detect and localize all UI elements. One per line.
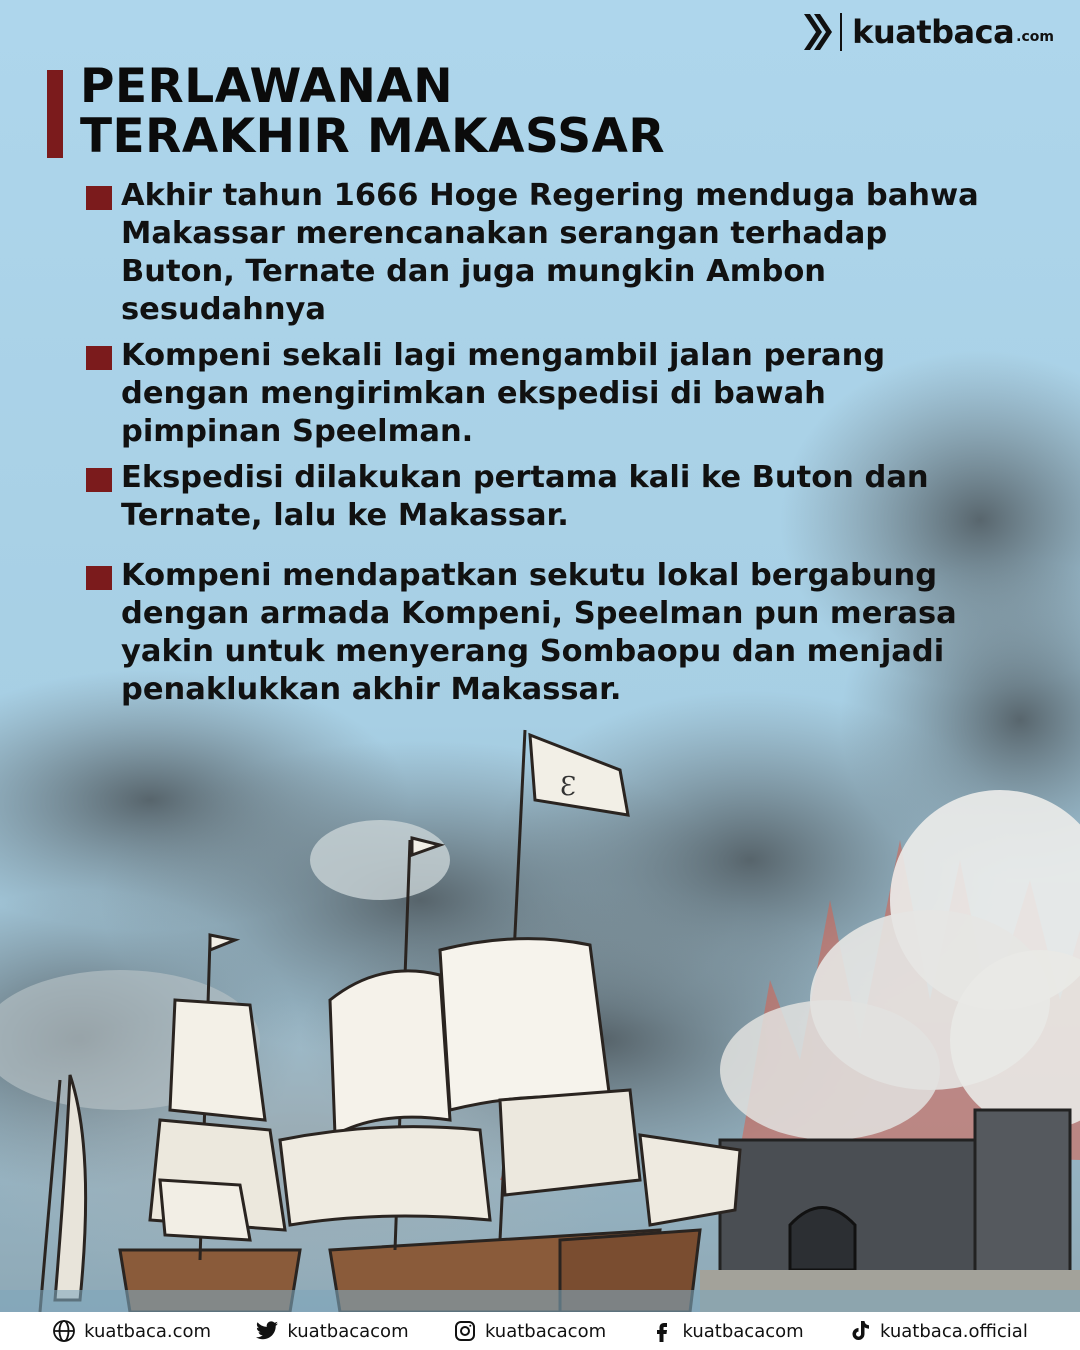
bullet-text: Ekspedisi dilakukan pertama kali ke Buton dan Ternate, lalu ke Makassar. bbox=[121, 460, 929, 533]
tiktok-icon bbox=[848, 1319, 872, 1343]
facebook-icon bbox=[650, 1319, 674, 1343]
footer-website-link[interactable] bbox=[52, 1319, 211, 1343]
list-item bbox=[86, 557, 986, 709]
logo-divider bbox=[840, 13, 842, 51]
brand-logo[interactable] bbox=[802, 10, 1054, 54]
svg-text:Ɛ: Ɛ bbox=[560, 772, 577, 802]
footer-label: kuatbacacom bbox=[682, 1320, 804, 1342]
bullet-square-icon bbox=[86, 186, 112, 210]
footer-instagram-link[interactable] bbox=[453, 1319, 606, 1343]
title-line-2: TERAKHIR MAKASSAR bbox=[80, 109, 666, 164]
title-line-1: PERLAWANAN bbox=[80, 59, 454, 114]
footer-label: kuatbacacom bbox=[287, 1320, 409, 1342]
footer-label: kuatbaca.official bbox=[880, 1320, 1028, 1342]
bullet-square-icon bbox=[86, 346, 112, 370]
bullet-list bbox=[86, 177, 986, 717]
bullet-text: Akhir tahun 1666 Hoge Regering menduga bahwa Makassar merencanakan serangan terhadap Buton, Ternate dan juga mungkin Ambon sesudahnya bbox=[121, 178, 979, 327]
globe-icon bbox=[52, 1319, 76, 1343]
bullet-text: Kompeni mendapatkan sekutu lokal bergabung dengan armada Kompeni, Speelman pun merasa yakin untuk menyerang Sombaopu dan menjadi penaklukkan akhir Makassar. bbox=[121, 558, 957, 707]
page-title bbox=[80, 59, 666, 164]
footer-tiktok-link[interactable] bbox=[848, 1319, 1028, 1343]
list-item bbox=[86, 177, 986, 329]
brand-tld: .com bbox=[1016, 29, 1054, 45]
bullet-text: Kompeni sekali lagi mengambil jalan perang dengan mengirimkan ekspedisi di bawah pimpinan Speelman. bbox=[121, 338, 886, 449]
title-accent-bar bbox=[47, 70, 63, 158]
fortress bbox=[700, 1110, 1080, 1312]
social-footer bbox=[0, 1312, 1080, 1350]
double-chevron-logo-icon bbox=[802, 10, 832, 54]
footer-label: kuatbacacom bbox=[484, 1320, 607, 1342]
list-item bbox=[86, 337, 986, 451]
list-item bbox=[86, 459, 986, 535]
bullet-square-icon bbox=[86, 566, 112, 590]
footer-facebook-link[interactable] bbox=[650, 1319, 803, 1343]
brand-name: kuatbaca bbox=[852, 13, 1015, 51]
footer-twitter-link[interactable] bbox=[255, 1319, 408, 1343]
twitter-icon bbox=[255, 1319, 279, 1343]
instagram-icon bbox=[453, 1319, 477, 1343]
footer-label: kuatbaca.com bbox=[84, 1320, 212, 1342]
bullet-square-icon bbox=[86, 468, 112, 492]
